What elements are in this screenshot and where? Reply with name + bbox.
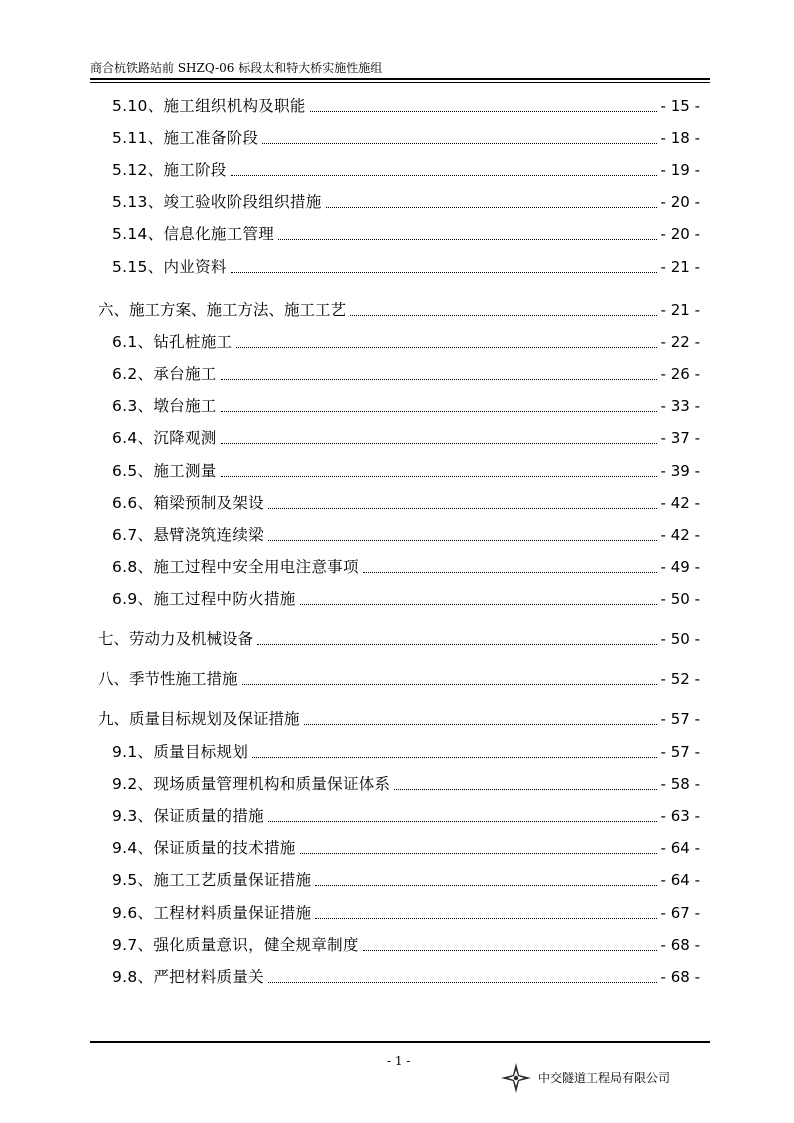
- toc-entry-title: 八、季节性施工措施: [98, 670, 238, 688]
- toc-entry-page: - 42 -: [660, 526, 700, 544]
- toc-entry[interactable]: [0, 740, 794, 764]
- toc-leader-dots: [300, 604, 657, 605]
- footer-rule: [90, 1041, 710, 1043]
- toc-entry-page: - 21 -: [660, 258, 700, 276]
- toc-entry[interactable]: [0, 158, 794, 182]
- toc-entry-page: - 21 -: [660, 301, 700, 319]
- toc-entry-page: - 68 -: [660, 968, 700, 986]
- toc-leader-dots: [394, 789, 657, 790]
- toc-entry[interactable]: [0, 836, 794, 860]
- toc-leader-dots: [252, 757, 657, 758]
- toc-entry-page: - 64 -: [660, 871, 700, 889]
- toc-entry-title: 9.7、强化质量意识，健全规章制度: [112, 936, 359, 954]
- toc-entry-page: - 50 -: [660, 630, 700, 648]
- toc-leader-dots: [363, 572, 657, 573]
- toc-leader-dots: [350, 315, 657, 316]
- toc-entry[interactable]: [0, 459, 794, 483]
- toc-entry-title: 5.14、信息化施工管理: [112, 225, 275, 243]
- toc-entry[interactable]: [0, 222, 794, 246]
- toc-entry[interactable]: [0, 126, 794, 150]
- toc-leader-dots: [315, 885, 657, 886]
- toc-leader-dots: [231, 175, 657, 176]
- toc-entry-title: 5.10、施工组织机构及职能: [112, 97, 306, 115]
- toc-entry-title: 六、施工方案、施工方法、施工工艺: [98, 301, 347, 319]
- toc-entry-title: 6.9、施工过程中防火措施: [112, 590, 296, 608]
- toc-entry-page: - 49 -: [660, 558, 700, 576]
- toc-entry[interactable]: [0, 190, 794, 214]
- toc-entry-page: - 39 -: [660, 462, 700, 480]
- toc-entry-title: 9.6、工程材料质量保证措施: [112, 904, 312, 922]
- toc-leader-dots: [236, 347, 657, 348]
- toc-leader-dots: [262, 143, 657, 144]
- toc-entry-title: 6.1、钻孔桩施工: [112, 333, 233, 351]
- toc-entry-title: 七、劳动力及机械设备: [98, 630, 254, 648]
- toc-leader-dots: [268, 982, 657, 983]
- toc-entry[interactable]: [0, 523, 794, 547]
- toc-entry-page: - 26 -: [660, 365, 700, 383]
- toc-entry-page: - 20 -: [660, 225, 700, 243]
- toc-entry[interactable]: [0, 362, 794, 386]
- toc-entry-title: 9.4、保证质量的技术措施: [112, 839, 296, 857]
- toc-entry[interactable]: [0, 707, 794, 731]
- toc-entry-title: 9.3、保证质量的措施: [112, 807, 264, 825]
- toc-leader-dots: [221, 411, 657, 412]
- toc-entry-title: 6.7、悬臂浇筑连续梁: [112, 526, 264, 544]
- toc-entry-page: - 37 -: [660, 429, 700, 447]
- toc-entry[interactable]: [0, 667, 794, 691]
- toc-entry[interactable]: [0, 298, 794, 322]
- toc-entry-page: - 64 -: [660, 839, 700, 857]
- toc-entry-page: - 19 -: [660, 161, 700, 179]
- toc-entry-page: - 50 -: [660, 590, 700, 608]
- toc-entry-title: 9.8、严把材料质量关: [112, 968, 264, 986]
- toc-entry-page: - 42 -: [660, 494, 700, 512]
- toc-leader-dots: [221, 379, 657, 380]
- toc-entry-page: - 15 -: [660, 97, 700, 115]
- toc-entry[interactable]: [0, 965, 794, 989]
- toc-entry[interactable]: [0, 804, 794, 828]
- toc-entry-page: - 58 -: [660, 775, 700, 793]
- toc-entry-page: - 57 -: [660, 710, 700, 728]
- toc-leader-dots: [268, 540, 657, 541]
- toc-entry[interactable]: [0, 94, 794, 118]
- toc-entry-page: - 57 -: [660, 743, 700, 761]
- toc-entry-title: 九、质量目标规划及保证措施: [98, 710, 300, 728]
- page-number: - 1 -: [387, 1054, 411, 1068]
- toc-entry-page: - 52 -: [660, 670, 700, 688]
- toc-leader-dots: [221, 443, 657, 444]
- toc-leader-dots: [268, 821, 657, 822]
- toc-entry-title: 5.12、施工阶段: [112, 161, 227, 179]
- header-title: 商合杭铁路站前 SHZQ-06 标段太和特大桥实施性施组: [90, 61, 383, 75]
- toc-entry[interactable]: [0, 933, 794, 957]
- toc-entry-page: - 22 -: [660, 333, 700, 351]
- toc-entry-title: 5.11、施工准备阶段: [112, 129, 259, 147]
- toc-entry[interactable]: [0, 587, 794, 611]
- toc-entry[interactable]: [0, 394, 794, 418]
- toc-leader-dots: [221, 476, 657, 477]
- toc-entry-title: 6.4、沉降观测: [112, 429, 217, 447]
- toc-entry-title: 6.2、承台施工: [112, 365, 217, 383]
- company-logo-icon: [500, 1062, 532, 1094]
- toc-entry-title: 9.1、质量目标规划: [112, 743, 249, 761]
- toc-entry-title: 6.8、施工过程中安全用电注意事项: [112, 558, 359, 576]
- toc-entry-title: 9.2、现场质量管理机构和质量保证体系: [112, 775, 391, 793]
- toc-entry[interactable]: [0, 255, 794, 279]
- toc-entry-page: - 63 -: [660, 807, 700, 825]
- toc-leader-dots: [300, 853, 657, 854]
- toc-entry-title: 5.15、内业资料: [112, 258, 227, 276]
- toc-entry[interactable]: [0, 627, 794, 651]
- toc-entry[interactable]: [0, 555, 794, 579]
- toc-leader-dots: [304, 724, 657, 725]
- toc-leader-dots: [231, 272, 657, 273]
- toc-entry[interactable]: [0, 426, 794, 450]
- toc-entry[interactable]: [0, 330, 794, 354]
- toc-entry-title: 6.6、箱梁预制及架设: [112, 494, 264, 512]
- toc-leader-dots: [242, 684, 657, 685]
- toc-entry[interactable]: [0, 901, 794, 925]
- toc-leader-dots: [278, 239, 657, 240]
- toc-leader-dots: [326, 207, 657, 208]
- toc-entry[interactable]: [0, 772, 794, 796]
- toc-entry[interactable]: [0, 491, 794, 515]
- toc-entry-page: - 68 -: [660, 936, 700, 954]
- toc-entry-page: - 20 -: [660, 193, 700, 211]
- toc-entry[interactable]: [0, 868, 794, 892]
- toc-leader-dots: [268, 508, 657, 509]
- toc-leader-dots: [310, 111, 657, 112]
- toc-entry-page: - 33 -: [660, 397, 700, 415]
- toc-leader-dots: [315, 918, 657, 919]
- toc-entry-title: 9.5、施工工艺质量保证措施: [112, 871, 312, 889]
- toc-entry-page: - 67 -: [660, 904, 700, 922]
- toc-entry-page: - 18 -: [660, 129, 700, 147]
- toc-leader-dots: [363, 950, 657, 951]
- toc-leader-dots: [257, 644, 657, 645]
- toc-entry-title: 6.3、墩台施工: [112, 397, 217, 415]
- toc-entry-title: 6.5、施工测量: [112, 462, 217, 480]
- toc-entry-title: 5.13、竣工验收阶段组织措施: [112, 193, 322, 211]
- company-name: 中交隧道工程局有限公司: [538, 1071, 671, 1085]
